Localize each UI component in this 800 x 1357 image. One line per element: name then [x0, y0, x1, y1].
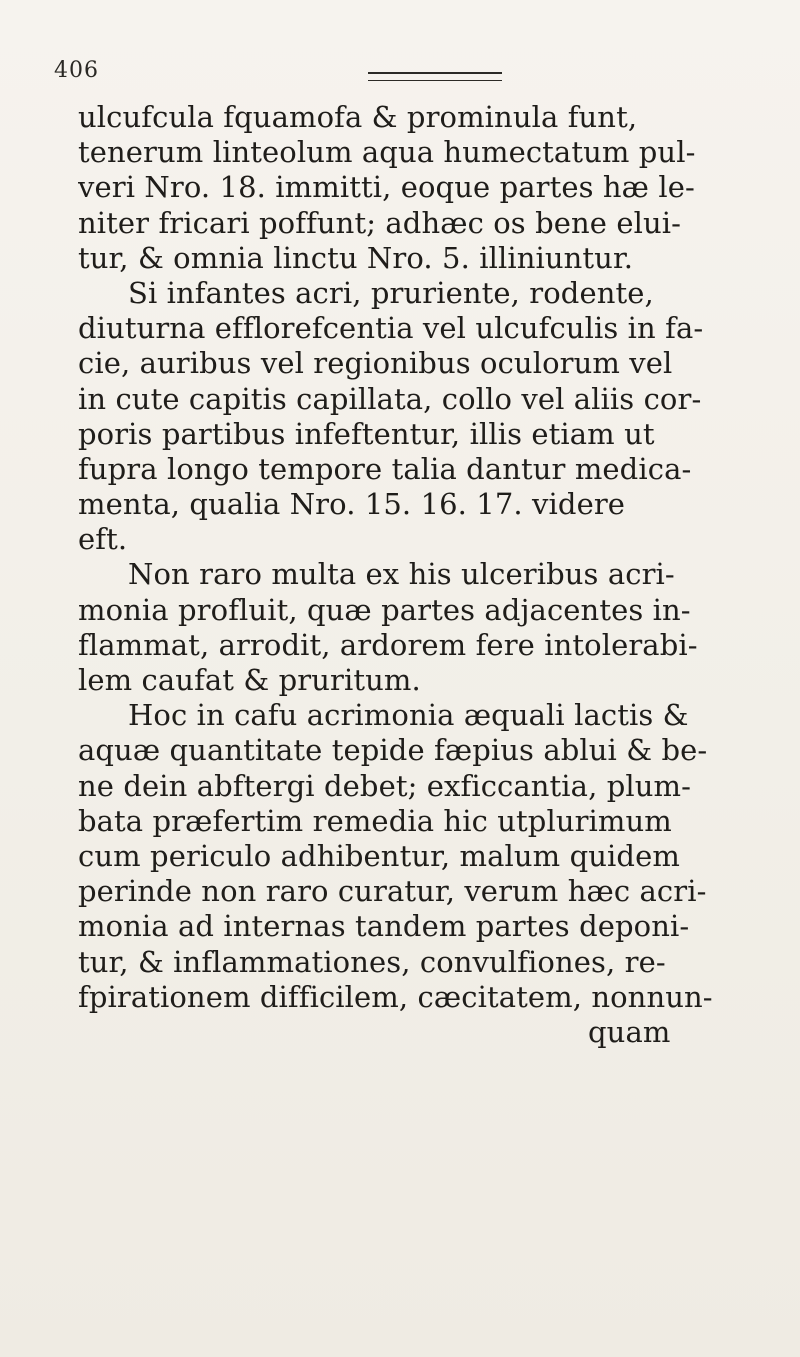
paragraph-start-line: Hoc in cafu acrimonia æquali lactis & [128, 698, 689, 733]
text-line: tur, & omnia linctu Nro. 5. illiniuntur. [78, 240, 634, 275]
body-text [78, 100, 744, 1050]
catchword: quam [588, 1014, 671, 1049]
text-line: monia profluit, quæ partes adjacentes in- [78, 592, 691, 627]
text-line: tenerum linteolum aqua humectatum pul- [78, 135, 696, 170]
page-header [54, 58, 694, 98]
text-line: cum periculo adhibentur, malum quidem [78, 838, 680, 873]
text-line: fpirationem difficilem, cæcitatem, nonnun- [78, 979, 713, 1014]
text-line: monia ad internas tandem partes deponi- [78, 909, 690, 944]
text-line: veri Nro. 18. immitti, eoque partes hæ le- [78, 170, 695, 205]
text-line: cie, auribus vel regionibus oculorum vel [78, 346, 673, 381]
text-line: ne dein abftergi debet; exficcantia, plum- [78, 768, 692, 803]
page-number: 406 [54, 58, 99, 83]
text-line: menta, qualia Nro. 15. 16. 17. videre [78, 487, 626, 522]
paragraph-start-line: Si infantes acri, pruriente, rodente, [128, 275, 654, 310]
text-line: fupra longo tempore talia dantur medica- [78, 451, 692, 486]
text-line: bata præfertim remedia hic utplurimum [78, 803, 672, 838]
text-line: perinde non raro curatur, verum hæc acri- [78, 874, 707, 909]
text-line: aquæ quantitate tepide fæpius ablui & be- [78, 733, 708, 768]
text-line: in cute capitis capillata, collo vel aliis cor- [78, 381, 702, 416]
text-line: tur, & inflammationes, convulfiones, re- [78, 944, 666, 979]
paragraph-start-line: Non raro multa ex his ulceribus acri- [128, 557, 675, 592]
text-line: eft. [78, 522, 128, 557]
text-line: niter fricari poffunt; adhæc os bene elui- [78, 205, 682, 240]
text-line: lem caufat & pruritum. [78, 663, 421, 697]
header-ornament-rule [368, 72, 502, 81]
text-line: diuturna efflorefcentia vel ulcufculis in fa- [78, 311, 704, 346]
text-line: poris partibus infeftentur, illis etiam ut [78, 416, 655, 451]
text-line: flammat, arrodit, ardorem fere intolerabi- [78, 627, 698, 662]
text-line: ulcufcula fquamofa & prominula funt, [78, 100, 638, 134]
